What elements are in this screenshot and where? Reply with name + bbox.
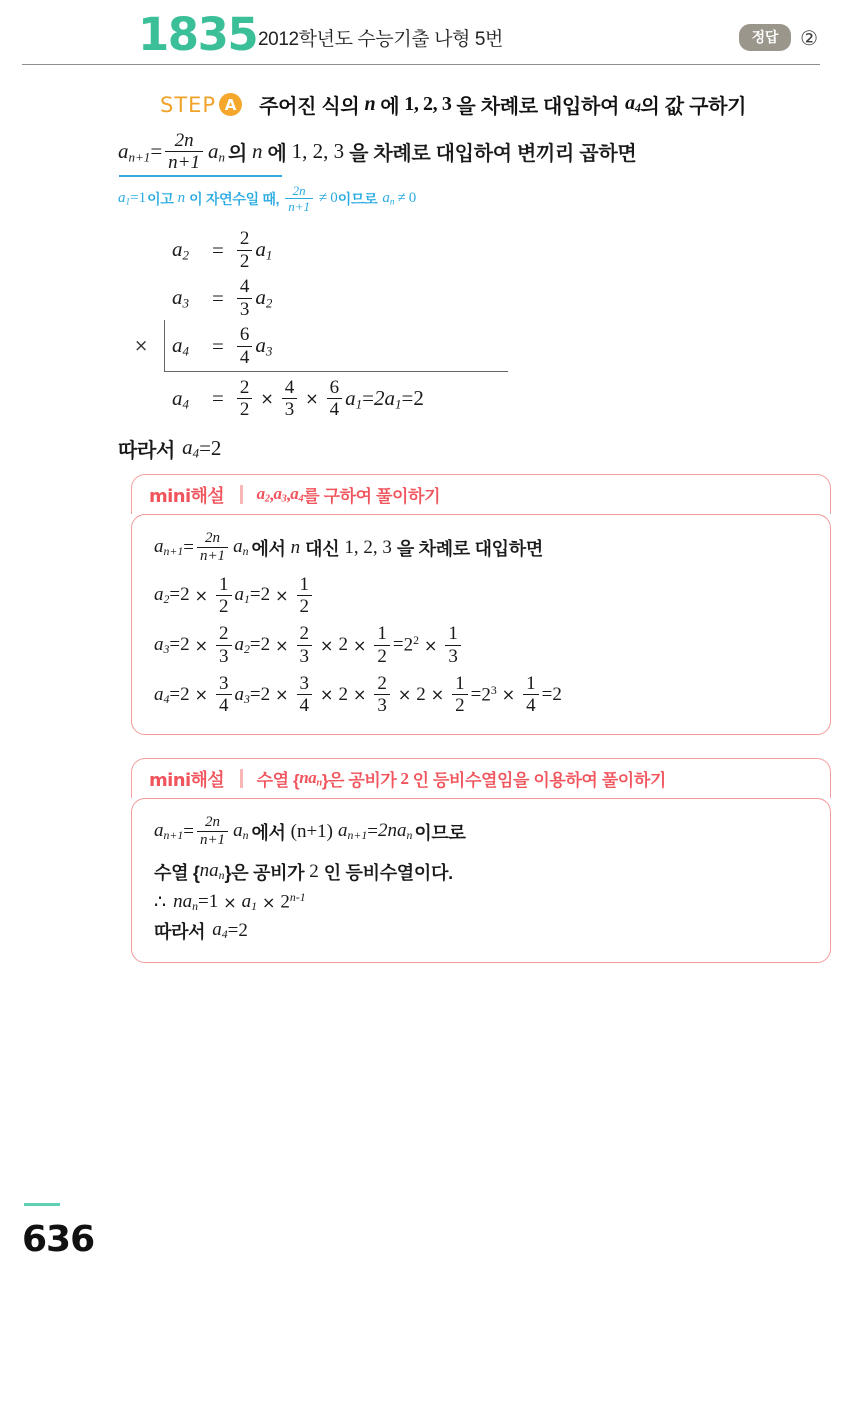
chain-a4-den: 4: [237, 346, 253, 367]
mini-header-1: [131, 474, 831, 514]
result-mid: $2a_1$: [374, 385, 402, 411]
m1a4-f3-den: 3: [374, 694, 390, 715]
blue-note: [118, 184, 416, 214]
chain-a4-lhs: $a_4$: [172, 332, 190, 359]
m1a3-fraction-3: [374, 624, 390, 666]
chain-bracket-line: [164, 320, 165, 372]
m1a3-fraction-2: [297, 624, 313, 666]
formula-frac-den: n+1: [165, 151, 203, 172]
formula-underline: [119, 175, 282, 177]
formula-tail-2: 에: [267, 143, 287, 166]
m2r-b: $a_{n+1}$: [338, 820, 368, 843]
m1a4-f5-den: 4: [523, 694, 539, 715]
m1a2-two-a: 2: [180, 584, 190, 606]
mini-divider-1: [240, 485, 243, 504]
m1a4-two-c: 2: [338, 683, 348, 705]
m1a4-f3-num: 2: [377, 673, 387, 695]
m1a3-two-a: 2: [180, 634, 190, 656]
note-frac-den: n+1: [285, 198, 313, 213]
m1a2-fraction-2: [297, 575, 313, 617]
result-f3-num: 6: [329, 377, 340, 398]
m2f-var: $a_4$: [212, 919, 228, 942]
m2t-one: 1: [208, 891, 219, 913]
conclusion-line: [118, 434, 221, 463]
m1r-an: $a_n$: [233, 536, 249, 559]
m1a3-eq3: =: [392, 634, 404, 656]
mini-box-2: [131, 798, 831, 963]
chain-a2-den: 2: [237, 250, 253, 271]
m1a2-f2-den: 2: [297, 595, 313, 616]
mini1-title-a3: $a_3$: [273, 484, 287, 505]
m1a2-eq2: =: [249, 584, 261, 606]
chain-a4-eq: =: [212, 333, 224, 358]
note-an: $a_n$: [382, 190, 395, 208]
m1a4-f2-den: 4: [297, 694, 313, 715]
m2s-t3: 인 등비수열이다.: [323, 862, 453, 883]
m1r-nums: 1, 2, 3: [344, 536, 392, 558]
formula-equals: =: [150, 139, 163, 164]
m1a3-x4: ×: [352, 635, 367, 655]
m1a3-two-c: 2: [338, 634, 348, 656]
note-neq: ≠: [318, 190, 328, 207]
m2t-power: 2$^{n-1}$: [280, 890, 306, 913]
formula-tail-3: 을 차례로 대입하여 변끼리 곱하면: [349, 143, 637, 166]
m1a2-lhs: $a_2$: [154, 584, 170, 606]
result-eq: =: [212, 386, 224, 411]
mini-label-2: mini해설: [149, 769, 225, 791]
note-frac-num: 2n: [292, 183, 306, 198]
mini1-title-c1: ,: [269, 484, 274, 504]
result-eq2: =: [362, 386, 375, 411]
m1a4-eq: =: [169, 683, 181, 705]
result-fraction-1: [237, 378, 253, 420]
note-a1: $a_1$: [118, 190, 131, 208]
m1a2-two-b: 2: [260, 584, 271, 606]
m1a4-f4-num: 1: [455, 673, 465, 695]
mini2-line-recurrence: [154, 815, 810, 849]
mini1-line-recurrence: [154, 531, 810, 565]
m2s-two: 2: [309, 860, 319, 882]
chain-line-a3: [128, 274, 272, 322]
result-eq3: =: [401, 386, 414, 411]
m1a2-x1: ×: [194, 585, 209, 605]
m1r-t1: 에서: [251, 538, 286, 559]
m1a4-two-a: 2: [180, 683, 190, 705]
m1a2-f2-num: 1: [299, 573, 310, 595]
step-title-var-n: n: [364, 93, 376, 115]
m2r-num: 2n: [205, 814, 220, 830]
m1a2-eq: =: [169, 584, 181, 606]
note-fraction: [285, 184, 313, 214]
m1a3-eq2: =: [249, 634, 261, 656]
chain-a4-rhs: $a_3$: [255, 332, 273, 359]
m1a4-f5-num: 1: [526, 673, 536, 695]
chain-line-a2: [128, 226, 272, 274]
mini-header-2: [131, 758, 831, 798]
note-zero2: 0: [408, 190, 417, 207]
result-times-1: ×: [260, 389, 274, 409]
formula-a-np1: $a_{n+1}$: [118, 138, 151, 164]
chain-a2-eq: =: [212, 237, 224, 262]
formula-tail-1: 의: [228, 143, 248, 166]
result-times-2: ×: [305, 389, 319, 409]
step-word: STEP: [160, 92, 217, 117]
formula-frac-num: 2n: [174, 130, 194, 151]
m2r-eq2: =: [367, 820, 378, 842]
m1a4-f4-den: 2: [452, 694, 468, 715]
conclusion-value: 2: [210, 436, 222, 460]
m1a4-fraction-5: [523, 674, 539, 716]
m1a3-f4-den: 3: [445, 645, 461, 666]
m1r-t2: 대신: [305, 538, 340, 559]
main-formula: [118, 131, 636, 173]
formula-a-n: $a_n$: [207, 138, 225, 164]
step-title-part3: 을 차례로 대입하여: [456, 96, 620, 118]
m2s-na: $na_n$: [199, 860, 225, 883]
mini1-line-a2: [154, 575, 810, 617]
result-f3-den: 4: [327, 398, 343, 419]
step-badge-icon: A: [219, 93, 242, 116]
mini2-line-final: [154, 918, 810, 944]
m2t-na: $na_n$: [173, 890, 198, 913]
chain-a3-lhs: $a_3$: [172, 284, 190, 311]
m2t-therefore-symbol: ∴: [154, 891, 167, 913]
m1a3-f1-den: 3: [216, 645, 232, 666]
derivation-chain: [128, 226, 424, 421]
page-number: 636: [22, 1219, 95, 1260]
m1a2-x2: ×: [275, 585, 289, 605]
m1a2-f1-den: 2: [216, 595, 232, 616]
mini2-title-two: 2: [400, 768, 409, 788]
m1a3-x5: ×: [423, 635, 438, 655]
m2r-fraction: [197, 815, 228, 849]
m1r-fraction: [197, 531, 228, 565]
chain-a2-fraction: [237, 229, 253, 271]
m1a4-lhs: $a_4$: [154, 683, 170, 706]
mini-title-1: [257, 482, 441, 507]
note-zero: 0: [330, 190, 338, 207]
mini2-line-statement: [154, 859, 810, 885]
result-final: 2: [413, 386, 424, 411]
mini2-title-t3: 인 등비수열임을 이용하여 풀이하기: [412, 771, 666, 790]
chain-a2-lhs: $a_2$: [172, 236, 190, 263]
mini1-title-text: 를 구하여 풀이하기: [303, 487, 441, 506]
chain-a4-fraction: [237, 325, 253, 367]
note-var-n: n: [177, 190, 186, 207]
formula-nums: 1, 2, 3: [291, 139, 345, 164]
m2t-eq: =: [197, 891, 209, 913]
answer-badge: 정답: [739, 24, 791, 51]
m1a3-f3-num: 1: [377, 623, 387, 645]
step-title-part4: 의 값 구하기: [640, 96, 747, 118]
m2t-a1: $a_1$: [241, 890, 257, 913]
result-a1: $a_1$: [345, 385, 363, 411]
m1r-den: n+1: [197, 547, 228, 564]
m1a3-f2-num: 2: [299, 623, 310, 645]
m1a4-x2: ×: [275, 685, 289, 705]
m2t-x1: ×: [223, 892, 237, 912]
note-neq2: ≠: [397, 190, 406, 207]
m1a3-power: $2^2$: [403, 633, 419, 656]
m1a4-a3: $a_3$: [234, 683, 250, 706]
mini1-title-c2: ,: [286, 484, 291, 504]
mini2-title-t2: }은 공비가: [321, 771, 397, 790]
m1r-num: 2n: [205, 530, 220, 546]
m1a4-x6: ×: [430, 685, 445, 705]
m1a4-f1-den: 4: [216, 694, 232, 715]
m1a2-f1-num: 1: [219, 573, 229, 595]
m1r-a-np1: $a_{n+1}$: [154, 536, 184, 559]
m1a4-x4: ×: [352, 685, 367, 705]
mini-section-2: [131, 758, 831, 963]
mini-box-1: [131, 514, 831, 735]
m1a3-x1: ×: [194, 635, 209, 655]
question-number: 1835: [138, 8, 258, 61]
chain-horizontal-rule: [164, 371, 508, 372]
m1r-eq: =: [183, 536, 194, 558]
mini2-title-t1: 수열 {: [256, 771, 300, 790]
step-heading: [160, 90, 746, 119]
mini-label-1: mini해설: [149, 485, 225, 507]
mini2-line-therefore: [154, 891, 810, 914]
result-fraction-3: [327, 378, 343, 420]
mini-divider-2: [240, 769, 243, 788]
m1a4-fraction-1: [216, 674, 232, 716]
m1a3-a2: $a_2$: [234, 633, 250, 656]
chain-a4-num: 6: [239, 324, 250, 346]
m1a3-lhs: $a_3$: [154, 633, 170, 656]
m1a3-f3-den: 2: [374, 645, 390, 666]
m1a3-x3: ×: [320, 635, 334, 655]
m1a4-power: $2^3$: [481, 683, 497, 706]
mini-section-1: [131, 474, 831, 735]
m1a4-f1-num: 3: [219, 673, 229, 695]
mini1-title-a2: $a_2$: [256, 484, 270, 505]
step-title-var-a: $a_4$: [625, 92, 641, 116]
conclusion-var: $a_4$: [182, 435, 200, 461]
m1a4-fraction-4: [452, 674, 468, 716]
chain-a2-rhs: $a_1$: [255, 236, 273, 263]
chain-a3-eq: =: [212, 285, 224, 310]
m1a4-fraction-3: [374, 674, 390, 716]
note-t3: 이므로: [337, 190, 378, 207]
conclusion-text: 따라서: [118, 440, 176, 462]
m2r-paren: (n+1): [290, 820, 334, 842]
chain-result: [128, 378, 424, 420]
page-header: [0, 0, 842, 76]
footer-accent-mark: [24, 1203, 60, 1206]
m2r-rhs: $2na_n$: [377, 820, 413, 843]
m1a4-two-b: 2: [260, 683, 271, 705]
m2r-an: $a_n$: [233, 820, 249, 843]
m2r-a-np1: $a_{n+1}$: [154, 820, 184, 843]
m1a4-x7: ×: [501, 685, 516, 705]
m2t-x2: ×: [262, 892, 276, 912]
chain-a3-rhs: $a_2$: [255, 284, 273, 311]
chain-a2-num: 2: [239, 228, 250, 250]
result-f1-num: 2: [239, 377, 250, 398]
m1a4-x1: ×: [194, 685, 209, 705]
note-t1: 이고: [147, 190, 174, 207]
m1a2-fraction-1: [216, 575, 232, 617]
m2f-t1: 따라서: [154, 921, 206, 942]
m1a4-final: 2: [552, 683, 562, 705]
m2r-eq: =: [183, 820, 194, 842]
step-title: [259, 90, 746, 119]
result-f2-den: 3: [282, 398, 298, 419]
m1a3-f2-den: 3: [297, 645, 313, 666]
note-eq: =: [130, 190, 139, 207]
answer-value: ②: [800, 25, 818, 50]
m2f-eq: =: [227, 919, 239, 941]
mini1-title-a4: $a_4$: [290, 484, 304, 505]
formula-var-n: n: [252, 139, 263, 164]
mini1-line-a3: [154, 624, 810, 666]
mini2-title-na: $na_n$: [299, 768, 322, 789]
m2r-den: n+1: [197, 831, 228, 848]
m1a3-f1-num: 2: [219, 623, 229, 645]
result-f2-num: 4: [284, 377, 295, 398]
chain-a3-num: 4: [239, 276, 250, 298]
m1a4-eq2: =: [249, 683, 261, 705]
m1r-var-n: n: [290, 536, 301, 558]
answer-area: [739, 24, 818, 51]
m1a4-f2-num: 3: [299, 673, 310, 695]
m1a4-x5: ×: [397, 685, 412, 705]
m1r-t3: 을 차례로 대입하면: [396, 538, 543, 559]
m2s-t1: 수열 {: [154, 862, 200, 883]
m1a4-x3: ×: [320, 685, 334, 705]
m1a3-fraction-1: [216, 624, 232, 666]
m2r-t1: 에서: [251, 822, 286, 843]
m1a4-fraction-2: [297, 674, 313, 716]
conclusion-eq: =: [199, 436, 211, 460]
m1a4-eq4: =: [541, 683, 553, 705]
m2f-value: 2: [238, 919, 248, 941]
m2r-t2: 이므로: [414, 822, 466, 843]
source-label: 2012학년도 수능기출 나형 5번: [258, 29, 504, 50]
chain-a3-fraction: [237, 277, 253, 319]
m1a3-fraction-4: [445, 624, 461, 666]
m1a3-x2: ×: [275, 635, 289, 655]
header-divider: [22, 64, 820, 65]
m1a3-eq: =: [169, 634, 181, 656]
formula-fraction: [165, 131, 203, 173]
step-title-nums: 1, 2, 3: [404, 93, 452, 115]
m1a3-f4-num: 1: [448, 623, 458, 645]
note-one: 1: [138, 190, 147, 207]
result-lhs: $a_4$: [172, 385, 190, 411]
result-f1-den: 2: [237, 398, 253, 419]
m1a4-eq3: =: [470, 683, 482, 705]
mini1-line-a4: [154, 674, 810, 716]
mini-title-2: [257, 766, 666, 791]
step-title-part1: 주어진 식의: [259, 96, 360, 118]
m1a3-two-b: 2: [260, 634, 271, 656]
result-fraction-2: [282, 378, 298, 420]
m2s-t2: }은 공비가: [224, 862, 305, 883]
note-t2: 이 자연수일 때,: [189, 190, 280, 207]
chain-a3-den: 3: [237, 298, 253, 319]
m1a4-two-d: 2: [416, 683, 426, 705]
m1a2-a1: $a_1$: [234, 584, 250, 606]
chain-multiply-symbol: ×: [134, 336, 149, 356]
step-title-part2: 에: [380, 96, 400, 118]
